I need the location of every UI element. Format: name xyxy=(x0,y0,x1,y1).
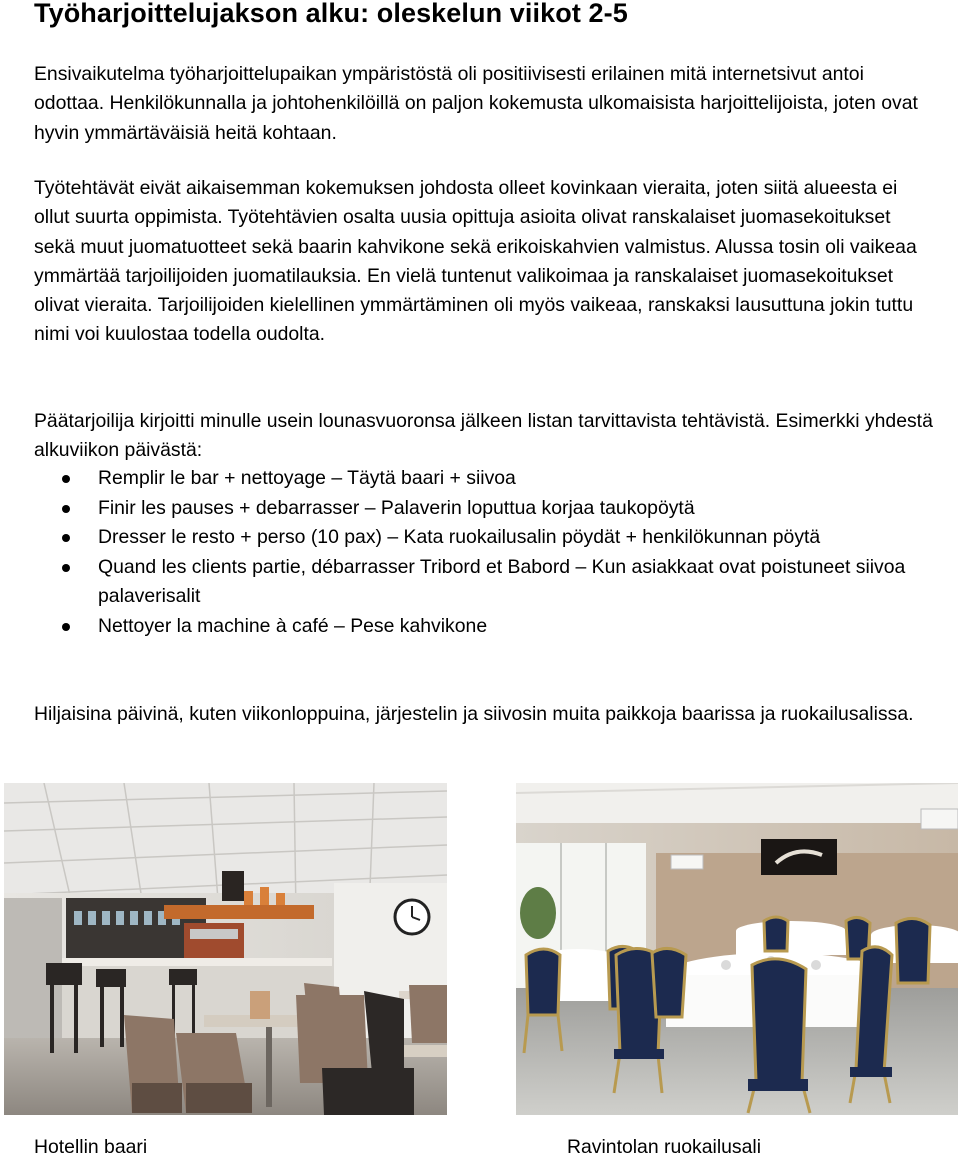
restaurant-illustration xyxy=(516,783,958,1115)
restaurant-dining-photo xyxy=(516,783,958,1115)
list-item-text: Nettoyer la machine à café – Pese kahvikone xyxy=(98,615,488,638)
list-item-text: Quand les clients partie, débarrasser Tribord et Babord – Kun asiakkaat ovat poistuneet siivoa palaverisalit xyxy=(98,556,906,608)
list-item xyxy=(34,553,914,612)
caption-restaurant: Ravintolan ruokailusali xyxy=(567,1136,762,1158)
task-list xyxy=(34,464,914,642)
list-item-text: Remplir le bar + nettoyage – Täytä baari + siivoa xyxy=(98,467,516,489)
paragraph-tasks-learning: Työtehtävät eivät aikaisemman kokemuksen johdosta olleet kovinkaan vieraita, joten siitä alueesta ei ollut suurta oppimista. Työtehtävien osalta uusia opittuja asioita olivat ranskalaiset juomasekoitukset sekä muut juomatuotteet sekä baarin kahvikone sekä erikoiskahvien valmistus. Alussa tosin oli vaikeaa ymmärtää tarjoilijoiden juomatilauksia. En vielä tuntenut valikoimaa ja ranskalaiset juomasekoitukset olivat vieraita. Tarjoilijoiden kielellinen ymmärtäminen oli myös vaikeaa, ranskaksi lausuttuna jokin tuttu nimi voi kuulostaa todella oudolta. xyxy=(34,177,917,346)
paragraph-first-impression: Ensivaikutelma työharjoittelupaikan ympäristöstä oli positiivisesti erilainen mitä internetsivut antoi odottaa. Henkilökunnalla ja johtohenkilöillä on paljon kokemusta ulkomaisista harjoittelijoista, joten ovat hyvin ymmärtäväisiä heitä kohtaan. xyxy=(34,63,918,144)
bullet-icon xyxy=(62,564,70,572)
hotel-bar-illustration xyxy=(4,783,447,1115)
list-item-text: Finir les pauses + debarrasser – Palaverin loputtua korjaa taukopöytä xyxy=(98,496,695,519)
list-item xyxy=(34,494,914,523)
list-item xyxy=(34,612,914,641)
bullet-icon xyxy=(62,534,70,542)
list-item xyxy=(34,464,914,493)
bullet-icon xyxy=(62,475,70,483)
paragraph-task-list-intro: Päätarjoilija kirjoitti minulle usein lounasvuoronsa jälkeen listan tarvittavista tehtävistä. Esimerkki yhdestä alkuviikon päivästä: xyxy=(34,410,933,462)
caption-hotel-bar: Hotellin baari xyxy=(34,1136,148,1158)
bullet-icon xyxy=(62,623,70,631)
hotel-bar-photo xyxy=(4,783,447,1115)
list-item xyxy=(34,523,914,552)
bullet-icon xyxy=(62,505,70,513)
list-item-text: Dresser le resto + perso (10 pax) – Kata ruokailusalin pöydät + henkilökunnan pöytä xyxy=(98,526,821,549)
paragraph-quiet-days: Hiljaisina päivinä, kuten viikonloppuina, järjestelin ja siivosin muita paikkoja baarissa ja ruokailusalissa. xyxy=(34,703,914,725)
page-title: Työharjoittelujakson alku: oleskelun viikot 2-5 xyxy=(34,0,628,28)
